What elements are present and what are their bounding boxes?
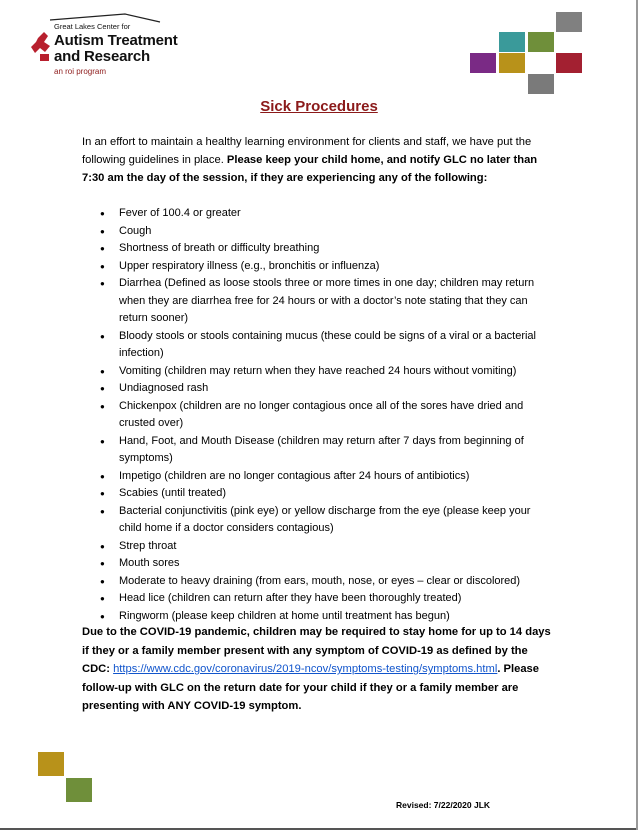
symptom-item: ● Upper respiratory illness (e.g., bronchitis or influenza)	[82, 258, 552, 276]
symptom-item: ● Mouth sores	[82, 555, 552, 573]
covid-text-after: . Please follow-up with GLC on the return date for your child if they or a family member are presenting with ANY COVID-19 symptom.	[82, 663, 540, 713]
page-title: Sick Procedures	[260, 98, 378, 115]
logo-title-line-1: Autism Treatment	[54, 32, 178, 49]
symptom-item: ● Chickenpox (children are no longer contagious once all of the sores have dried and crusted over)	[82, 398, 552, 433]
symptom-item: ● Head lice (children can return after they have been thoroughly treated)	[82, 590, 552, 608]
intro-paragraph	[82, 133, 552, 187]
deco-square	[528, 74, 554, 94]
symptom-item: ● Impetigo (children are no longer contagious after 24 hours of antibiotics)	[82, 468, 552, 486]
page-bottom-border	[0, 828, 638, 830]
symptom-item: ● Undiagnosed rash	[82, 380, 552, 398]
deco-square	[470, 53, 496, 73]
deco-square	[499, 32, 525, 52]
revision-note: Revised: 7/22/2020 JLK	[396, 800, 491, 810]
cdc-link[interactable]: https://www.cdc.gov/coronavirus/2019-ncov/symptoms-testing/symptoms.html	[113, 663, 498, 676]
deco-square	[528, 32, 554, 52]
intro-text: In an effort to maintain a healthy learning environment for clients and staff, we have put the following guidelines in place.	[82, 136, 532, 166]
intro-bold-text: Please keep your child home, and notify GLC no later than 7:30 am the day of the session, if they are experiencing any of the following:	[82, 154, 538, 184]
logo-tagline: an roi program	[54, 67, 107, 76]
deco-square	[556, 53, 582, 73]
symptom-item: ● Cough	[82, 223, 552, 241]
symptom-list	[82, 205, 552, 625]
deco-square	[38, 752, 64, 776]
symptom-item: ● Bloody stools or stools containing mucus (these could be signs of a viral or a bacterial infection)	[82, 328, 552, 363]
logo-small-text: Great Lakes Center for	[54, 22, 131, 31]
deco-square	[66, 778, 92, 802]
glc-logo	[30, 12, 210, 82]
symptom-item: ● Fever of 100.4 or greater	[82, 205, 552, 223]
symptom-item: ● Diarrhea (Defined as loose stools three or more times in one day; children may return when they are diarrhea free for 24 hours or with a doctor’s note stating that they can return sooner)	[82, 275, 552, 328]
covid-paragraph	[82, 623, 552, 716]
symptom-item: ● Ringworm (please keep children at home until treatment has begun)	[82, 608, 552, 626]
symptom-item: ● Strep throat	[82, 538, 552, 556]
symptom-item: ● Hand, Foot, and Mouth Disease (children may return after 7 days from beginning of symptoms)	[82, 433, 552, 468]
symptom-item: ● Moderate to heavy draining (from ears, mouth, nose, or eyes – clear or discolored)	[82, 573, 552, 591]
symptom-item: ● Scabies (until treated)	[82, 485, 552, 503]
deco-square	[556, 12, 582, 32]
symptom-item: ● Shortness of breath or difficulty breathing	[82, 240, 552, 258]
covid-text-before: Due to the COVID-19 pandemic, children may be required to stay home for up to 14 days if they or a family member present with any symptom of COVID-19 as defined by the CDC:	[82, 626, 551, 676]
symptom-item: ● Vomiting (children may return when they have reached 24 hours without vomiting)	[82, 363, 552, 381]
symptom-item: ● Bacterial conjunctivitis (pink eye) or yellow discharge from the eye (please keep your child home if a doctor considers contagious)	[82, 503, 552, 538]
logo-title-line-2: and Research	[54, 48, 150, 65]
deco-square	[499, 53, 525, 73]
